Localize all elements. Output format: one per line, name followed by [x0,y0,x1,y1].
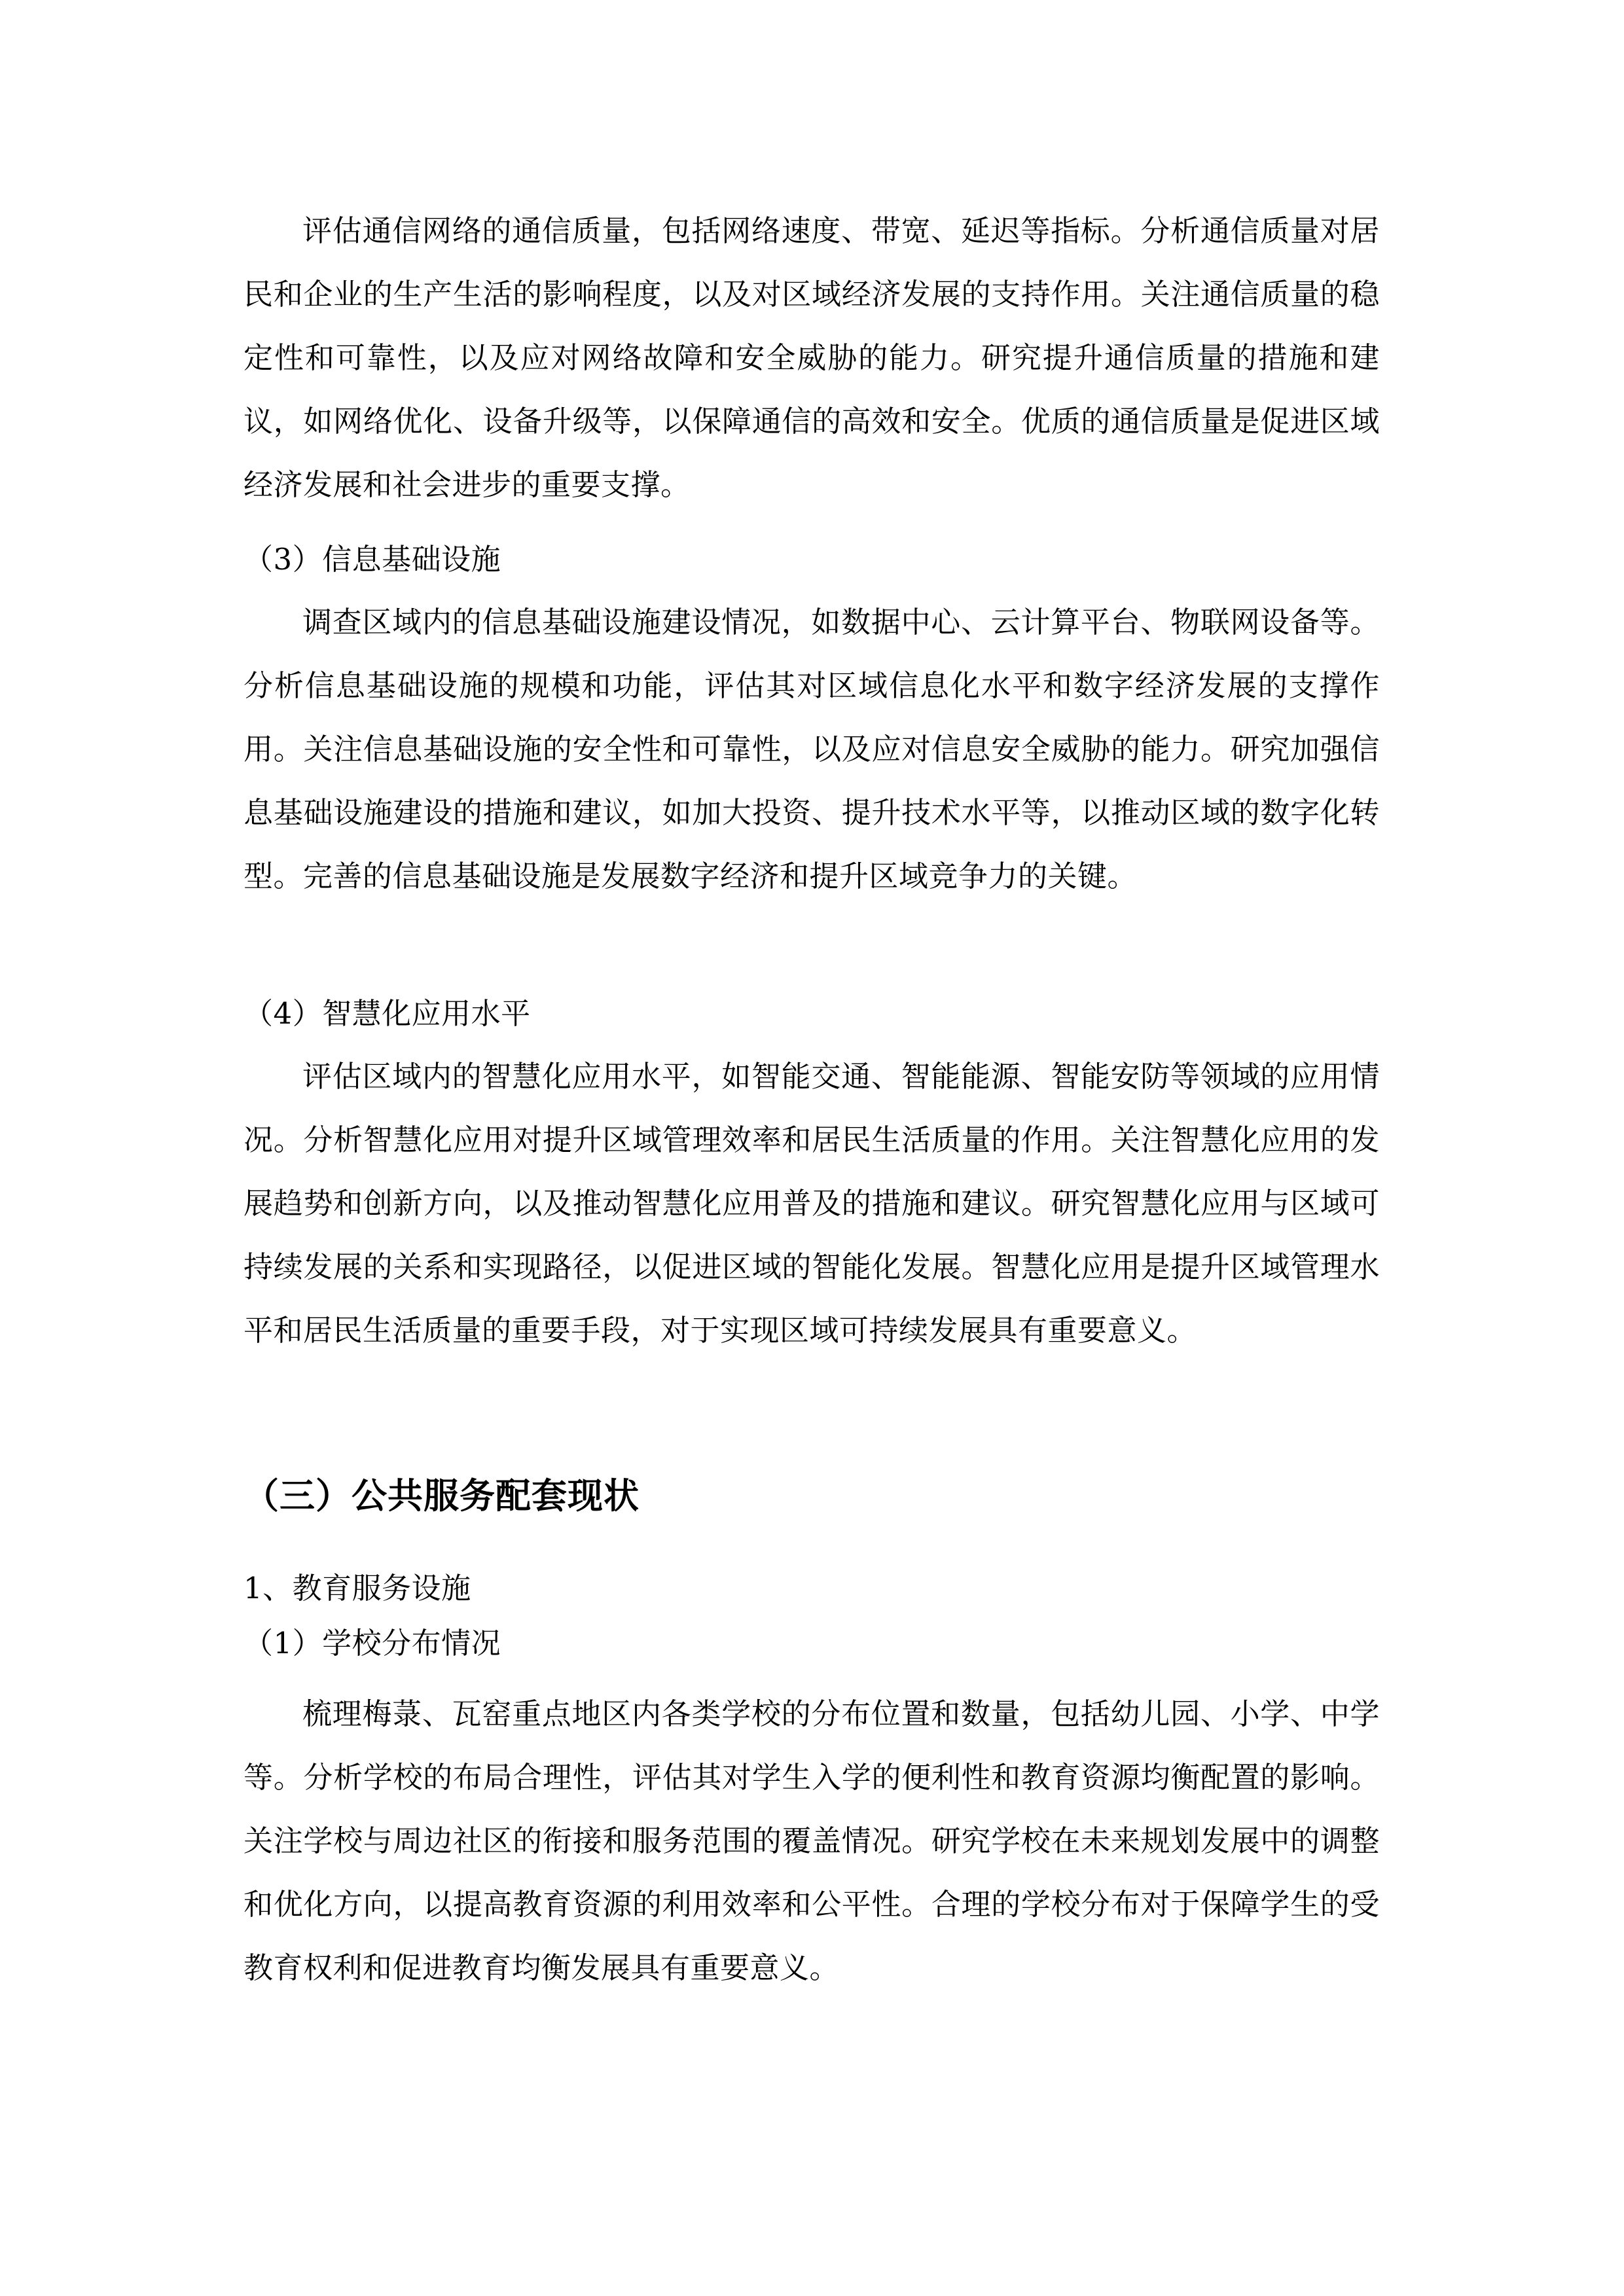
paragraph-information-infrastructure: 调查区域内的信息基础设施建设情况，如数据中心、云计算平台、物联网设备等。分析信息基础设施的规模和功能，评估其对区域信息化水平和数字经济发展的支撑作用。关注信息基础设施的安全性和可靠性，以及应对信息安全威胁的能力。研究加强信息基础设施建设的措施和建议，如加大投资、提升技术水平等，以推动区域的数字化转型。完善的信息基础设施是发展数字经济和提升区域竞争力的关键。 [244,605,1380,893]
subheading-information-infrastructure: （3）信息基础设施 [244,542,501,577]
paragraph-school-distribution: 梳理梅菉、瓦窑重点地区内各类学校的分布位置和数量，包括幼儿园、小学、中学等。分析学校的布局合理性，评估其对学生入学的便利性和教育资源均衡配置的影响。关注学校与周边社区的衔接和服务范围的覆盖情况。研究学校在未来规划发展中的调整和优化方向，以提高教育资源的利用效率和公平性。合理的学校分布对于保障学生的受教育权利和促进教育均衡发展具有重要意义。 [244,1696,1380,1985]
item-heading-education-facilities: 1、教育服务设施 [244,1571,471,1605]
subheading-school-distribution: （1）学校分布情况 [244,1626,501,1660]
paragraph-communication-quality: 评估通信网络的通信质量，包括网络速度、带宽、延迟等指标。分析通信质量对居民和企业的生产生活的影响程度，以及对区域经济发展的支持作用。关注通信质量的稳定性和可靠性，以及应对网络故障和安全威胁的能力。研究提升通信质量的措施和建议，如网络优化、设备升级等，以保障通信的高效和安全。优质的通信质量是促进区域经济发展和社会进步的重要支撑。 [244,213,1380,502]
section-heading-public-services: （三）公共服务配套现状 [244,1475,640,1516]
subheading-smart-application-level: （4）智慧化应用水平 [244,996,531,1031]
paragraph-smart-application-level: 评估区域内的智慧化应用水平，如智能交通、智能能源、智能安防等领域的应用情况。分析智慧化应用对提升区域管理效率和居民生活质量的作用。关注智慧化应用的发展趋势和创新方向，以及推动智慧化应用普及的措施和建议。研究智慧化应用与区域可持续发展的关系和实现路径，以促进区域的智能化发展。智慧化应用是提升区域管理水平和居民生活质量的重要手段，对于实现区域可持续发展具有重要意义。 [244,1059,1380,1348]
